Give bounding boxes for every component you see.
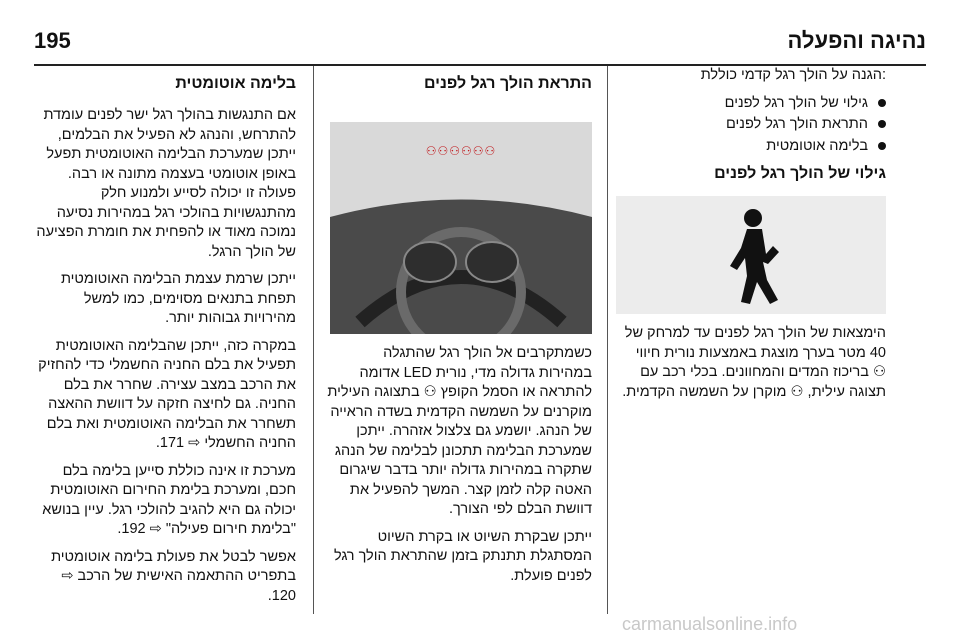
bullet-icon <box>878 99 886 107</box>
section-heading-braking: בלימה אוטומטית <box>175 75 296 92</box>
list-item: בלימה אוטומטית <box>620 137 886 157</box>
dashboard-figure <box>330 122 592 334</box>
bullet-icon <box>878 142 886 150</box>
column-middle <box>326 66 592 594</box>
hud-alert-icon: ⚇⚇⚇⚇⚇⚇ <box>425 144 497 158</box>
column-divider-right <box>607 66 608 614</box>
braking-text-3: במקרה כזה, ייתכן שהבלימה האוטומטית תפעיל את בלם החניה החשמלי כדי להחזיק את הרכב במצב עצירה. שחרר את בלם החניה. גם לחיצה חזקה על דוושת ההאצה תשחרר את הבלימה האוטומטית ואת בלם החניה החשמלי ⇨ 171. <box>38 337 296 451</box>
list-item: התראת הולך רגל לפנים <box>620 115 886 135</box>
braking-text-5: אפשר לבטל את פעולת בלימה אוטומטית בתפריט ההתאמה האישית של הרכב ⇨ 120. <box>51 548 296 604</box>
chapter-title: נהיגה והפעלה <box>787 28 926 53</box>
section-heading-detection: גילוי של הולך רגל לפנים <box>714 165 886 182</box>
column-right <box>620 66 886 410</box>
cruise-text: ייתכן שבקרת השיוט או בקרת השיוט המסתגלת תתנתק בזמן שהתראת הולך רגל לפנים פועלת. <box>334 528 592 584</box>
section-heading-alert: התראת הולך רגל לפנים <box>423 75 592 92</box>
braking-text-1: אם התנגשות בהולך רגל ישר לפנים עומדת להתרחש, והנהג לא הפעיל את הבלמים, ייתכן שמערכת הבלימה האוטומטית תפעל באופן אוטומטי בעצמה מתונה או רבה. פעולה זו יכולה לסייע ולמנוע חלק מהתנגשויות בהולכי רגל במהירות נסיעה נמוכה מאוד או להפחית את חומרת הפציעה של הולך הרגל. <box>36 107 296 260</box>
page-number: 195 <box>34 28 71 53</box>
column-divider-left <box>313 66 314 614</box>
pedestrian-icon <box>616 196 886 314</box>
list-item: גילוי של הולך רגל לפנים <box>620 94 886 114</box>
feature-list <box>620 94 886 157</box>
pedestrian-figure <box>616 196 886 314</box>
page-header <box>34 28 926 58</box>
intro-text: :הגנה על הולך רגל קדמי כוללת <box>700 67 886 83</box>
bullet-icon <box>878 120 886 128</box>
braking-text-2: ייתכן שרמת עצמת הבלימה האוטומטית תפחת בתנאים מסוימים, כמו למשל מהירויות גבוהות יותר. <box>60 271 296 326</box>
alert-text: כשמתקרבים אל הולך רגל שהתגלה במהירות גדולה מדי, נורית LED אדומה להתראה או הסמל הקופץ ⚇ בתצוגה העילית מוקרנים על השמשה הקדמית בשדה הראייה של הנהג. יושמע גם צלצול אזהרה. ייתכן שמערכת הבלימה תתכונן לבלימה של הנהג שתקרה במהירות גדולה יותר בדבר שיגרום האטה קלה לזמן קצר. המשך להפעיל את דוושת הבלם לפי הצורך. <box>327 345 592 517</box>
detection-text: הימצאות של הולך רגל לפנים עד למרחק של 40 מטר בערך מוצגת באמצעות נורית חיווי ⚇ בריכוז המדים והמחוונים. בכלי רכב עם תצוגה עילית, ⚇ מוקרן על השמשה הקדמית. <box>622 325 886 400</box>
watermark-text: carmanualsonline.info <box>622 614 798 634</box>
column-left <box>34 66 296 614</box>
braking-text-4: מערכת זו אינה כוללת סייען בלימה בלם חכם, ומערכת בלימת החירום האוטומטית יכולה גם היא להגיב להולכי רגל. עיין בנושא "בלימת חירום פעילה" ⇨ 192. <box>42 462 296 537</box>
